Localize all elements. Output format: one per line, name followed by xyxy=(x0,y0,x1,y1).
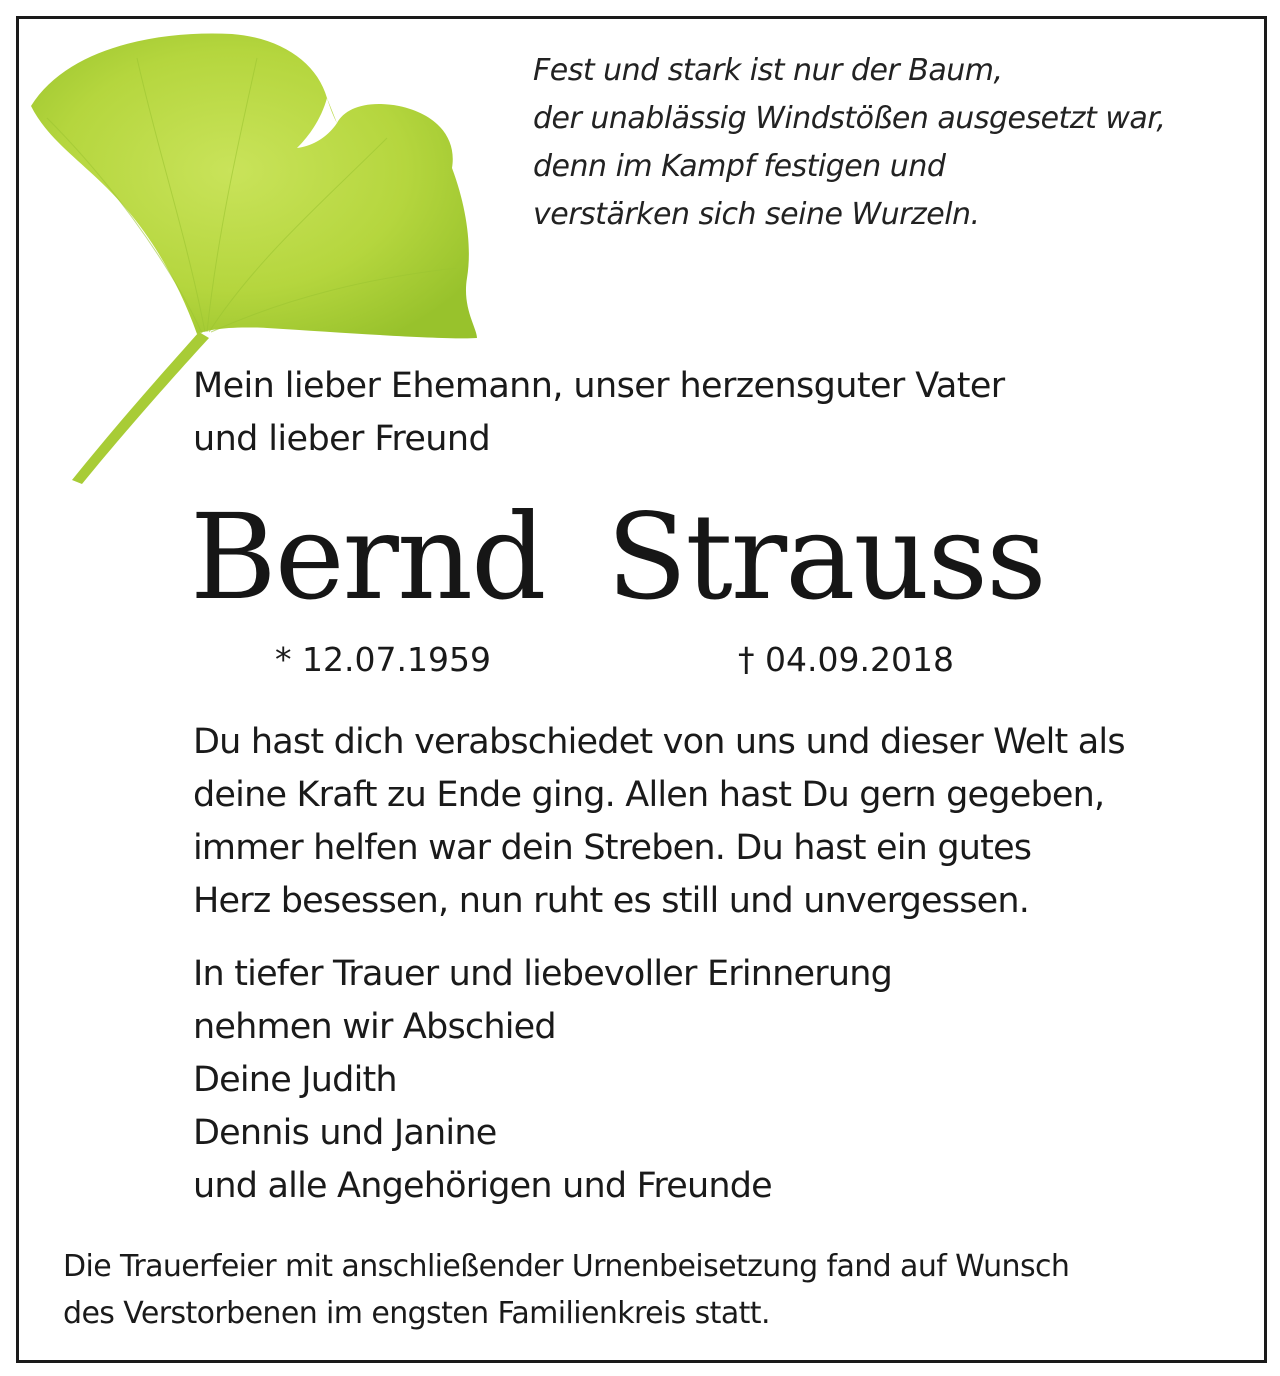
mourners-line: nehmen wir Abschied xyxy=(193,1007,556,1047)
poem-line: immer helfen war dein Streben. Du hast ein gutes xyxy=(193,828,1032,868)
memorial-poem xyxy=(193,716,1253,928)
intro-line: und lieber Freund xyxy=(193,419,491,459)
deceased-first-name: Bernd xyxy=(190,488,545,626)
poem-line: Du hast dich verabschiedet von uns und dieser Welt als xyxy=(193,722,1125,762)
mourners-line: Dennis und Janine xyxy=(193,1113,497,1153)
intro-line: Mein lieber Ehemann, unser herzensguter Vater xyxy=(193,366,1005,406)
poem-line: deine Kraft zu Ende ging. Allen hast Du gern gegeben, xyxy=(193,775,1105,815)
deceased-name xyxy=(190,487,1045,627)
deceased-last-name: Strauss xyxy=(606,488,1045,626)
mourners-line: und alle Angehörigen und Freunde xyxy=(193,1166,772,1206)
mourners-list xyxy=(193,948,1193,1213)
ginkgo-leaf-blade xyxy=(31,33,477,338)
mourners-line: Deine Judith xyxy=(193,1060,397,1100)
quote-line: verstärken sich seine Wurzeln. xyxy=(533,197,980,232)
birth-date: * 12.07.1959 xyxy=(275,640,491,679)
mourners-line: In tiefer Trauer und liebevoller Erinnerung xyxy=(193,954,893,994)
quote-line: denn im Kampf festigen und xyxy=(533,149,946,184)
quote-line: Fest und stark ist nur der Baum, xyxy=(533,53,1003,88)
poem-line: Herz besessen, nun ruht es still und unvergessen. xyxy=(193,881,1030,921)
notice-line: des Verstorbenen im engsten Familienkreis statt. xyxy=(63,1296,770,1331)
ginkgo-leaf-stem xyxy=(72,332,209,484)
quote-line: der unablässig Windstößen ausgesetzt war, xyxy=(533,101,1166,136)
death-date: † 04.09.2018 xyxy=(738,640,954,679)
notice-line: Die Trauerfeier mit anschließender Urnenbeisetzung fand auf Wunsch xyxy=(63,1249,1070,1284)
funeral-notice xyxy=(63,1243,1253,1337)
intro-text xyxy=(193,360,1193,466)
epigraph-quote xyxy=(533,47,1253,239)
